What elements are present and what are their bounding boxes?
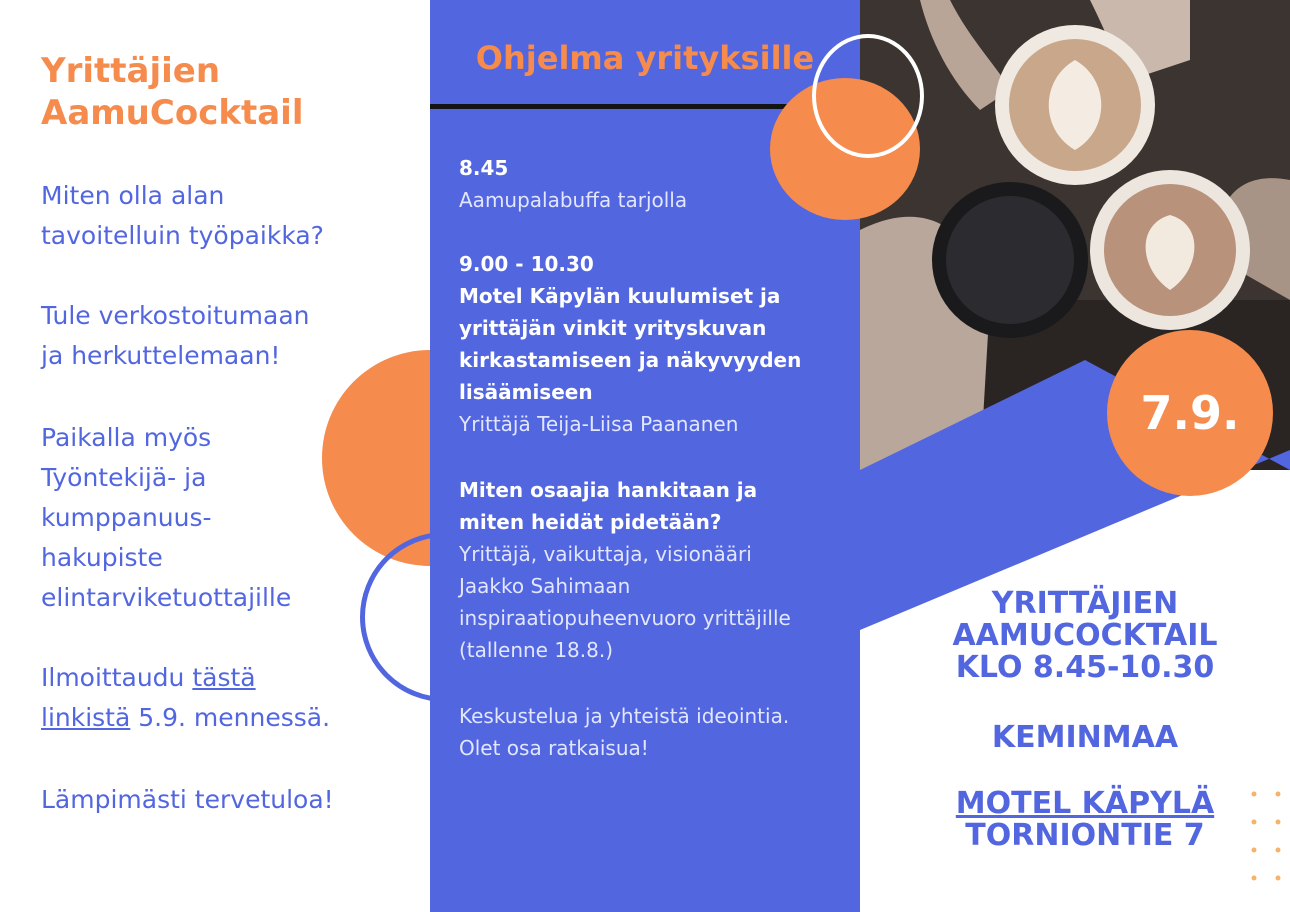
program-talk-title: Motel Käpylän kuulumiset ja: [459, 284, 781, 308]
event-line: KLO 8.45-10.30: [955, 650, 1215, 685]
extra-line: kumppanuus-: [41, 503, 212, 532]
event-venue: [900, 788, 1270, 852]
decorative-dots: [1242, 788, 1290, 888]
decorative-white-ring-top: [812, 34, 924, 158]
question-line: tavoitelluin työpaikka?: [41, 221, 324, 250]
program-desc: Jaakko Sahimaan: [459, 574, 631, 598]
program-desc: Yrittäjä, vaikuttaja, visionääri: [459, 542, 752, 566]
event-summary: [900, 588, 1270, 684]
event-date-badge: 7.9.: [1107, 330, 1273, 496]
invite-line: Tule verkostoitumaan: [41, 301, 310, 330]
extra-line: hakupiste: [41, 543, 163, 572]
program-talk-title: kirkastamiseen ja näkyvyyden: [459, 348, 802, 372]
program-talk-title: lisäämiseen: [459, 380, 593, 404]
register-text: [41, 658, 386, 738]
program-talk-title: miten heidät pidetään?: [459, 510, 722, 534]
question-text: [41, 176, 386, 256]
event-place: KEMINMAA: [991, 720, 1179, 755]
program-closing: [459, 700, 839, 764]
program-desc: (tallenne 18.8.): [459, 638, 614, 662]
program-item-talk: [459, 248, 839, 440]
closing-line: Olet osa ratkaisua!: [459, 736, 649, 760]
invite-line: ja herkuttelemaan!: [41, 341, 281, 370]
event-line: AAMUCOCKTAIL: [952, 618, 1218, 653]
program-talk-title: Miten osaajia hankitaan ja: [459, 478, 758, 502]
invite-text: [41, 296, 386, 376]
register-suffix: 5.9. mennessä.: [130, 703, 331, 732]
extra-line: Paikalla myös: [41, 423, 212, 452]
extra-line: elintarviketuottajille: [41, 583, 292, 612]
program-desc: inspiraatiopuheenvuoro yrittäjille: [459, 606, 791, 630]
program-time: 8.45: [459, 156, 509, 180]
left-title: [41, 50, 381, 134]
program-time: 9.00 - 10.30: [459, 252, 594, 276]
event-line: YRITTÄJIEN: [991, 586, 1179, 621]
program-talk-title: yrittäjän vinkit yrityskuvan: [459, 316, 767, 340]
register-link[interactable]: tästä: [192, 663, 256, 692]
venue-link[interactable]: MOTEL KÄPYLÄ: [955, 786, 1215, 821]
left-title-line: Yrittäjien: [41, 51, 221, 91]
left-title-line: AamuCocktail: [41, 93, 304, 133]
welcome-text: Lämpimästi tervetuloa!: [41, 785, 334, 814]
question-line: Miten olla alan: [41, 181, 225, 210]
program-item-recruitment: [459, 474, 839, 666]
program-desc: Aamupalabuffa tarjolla: [459, 188, 688, 212]
program-speaker: Yrittäjä Teija-Liisa Paananen: [459, 412, 739, 436]
closing-line: Keskustelua ja yhteistä ideointia.: [459, 704, 790, 728]
register-prefix: Ilmoittaudu: [41, 663, 193, 692]
venue-address: TORNIONTIE 7: [965, 818, 1205, 853]
register-link[interactable]: linkistä: [41, 703, 131, 732]
extra-text: [41, 418, 386, 618]
extra-line: Työntekijä- ja: [41, 463, 207, 492]
program-title: Ohjelma yrityksille: [475, 39, 815, 77]
